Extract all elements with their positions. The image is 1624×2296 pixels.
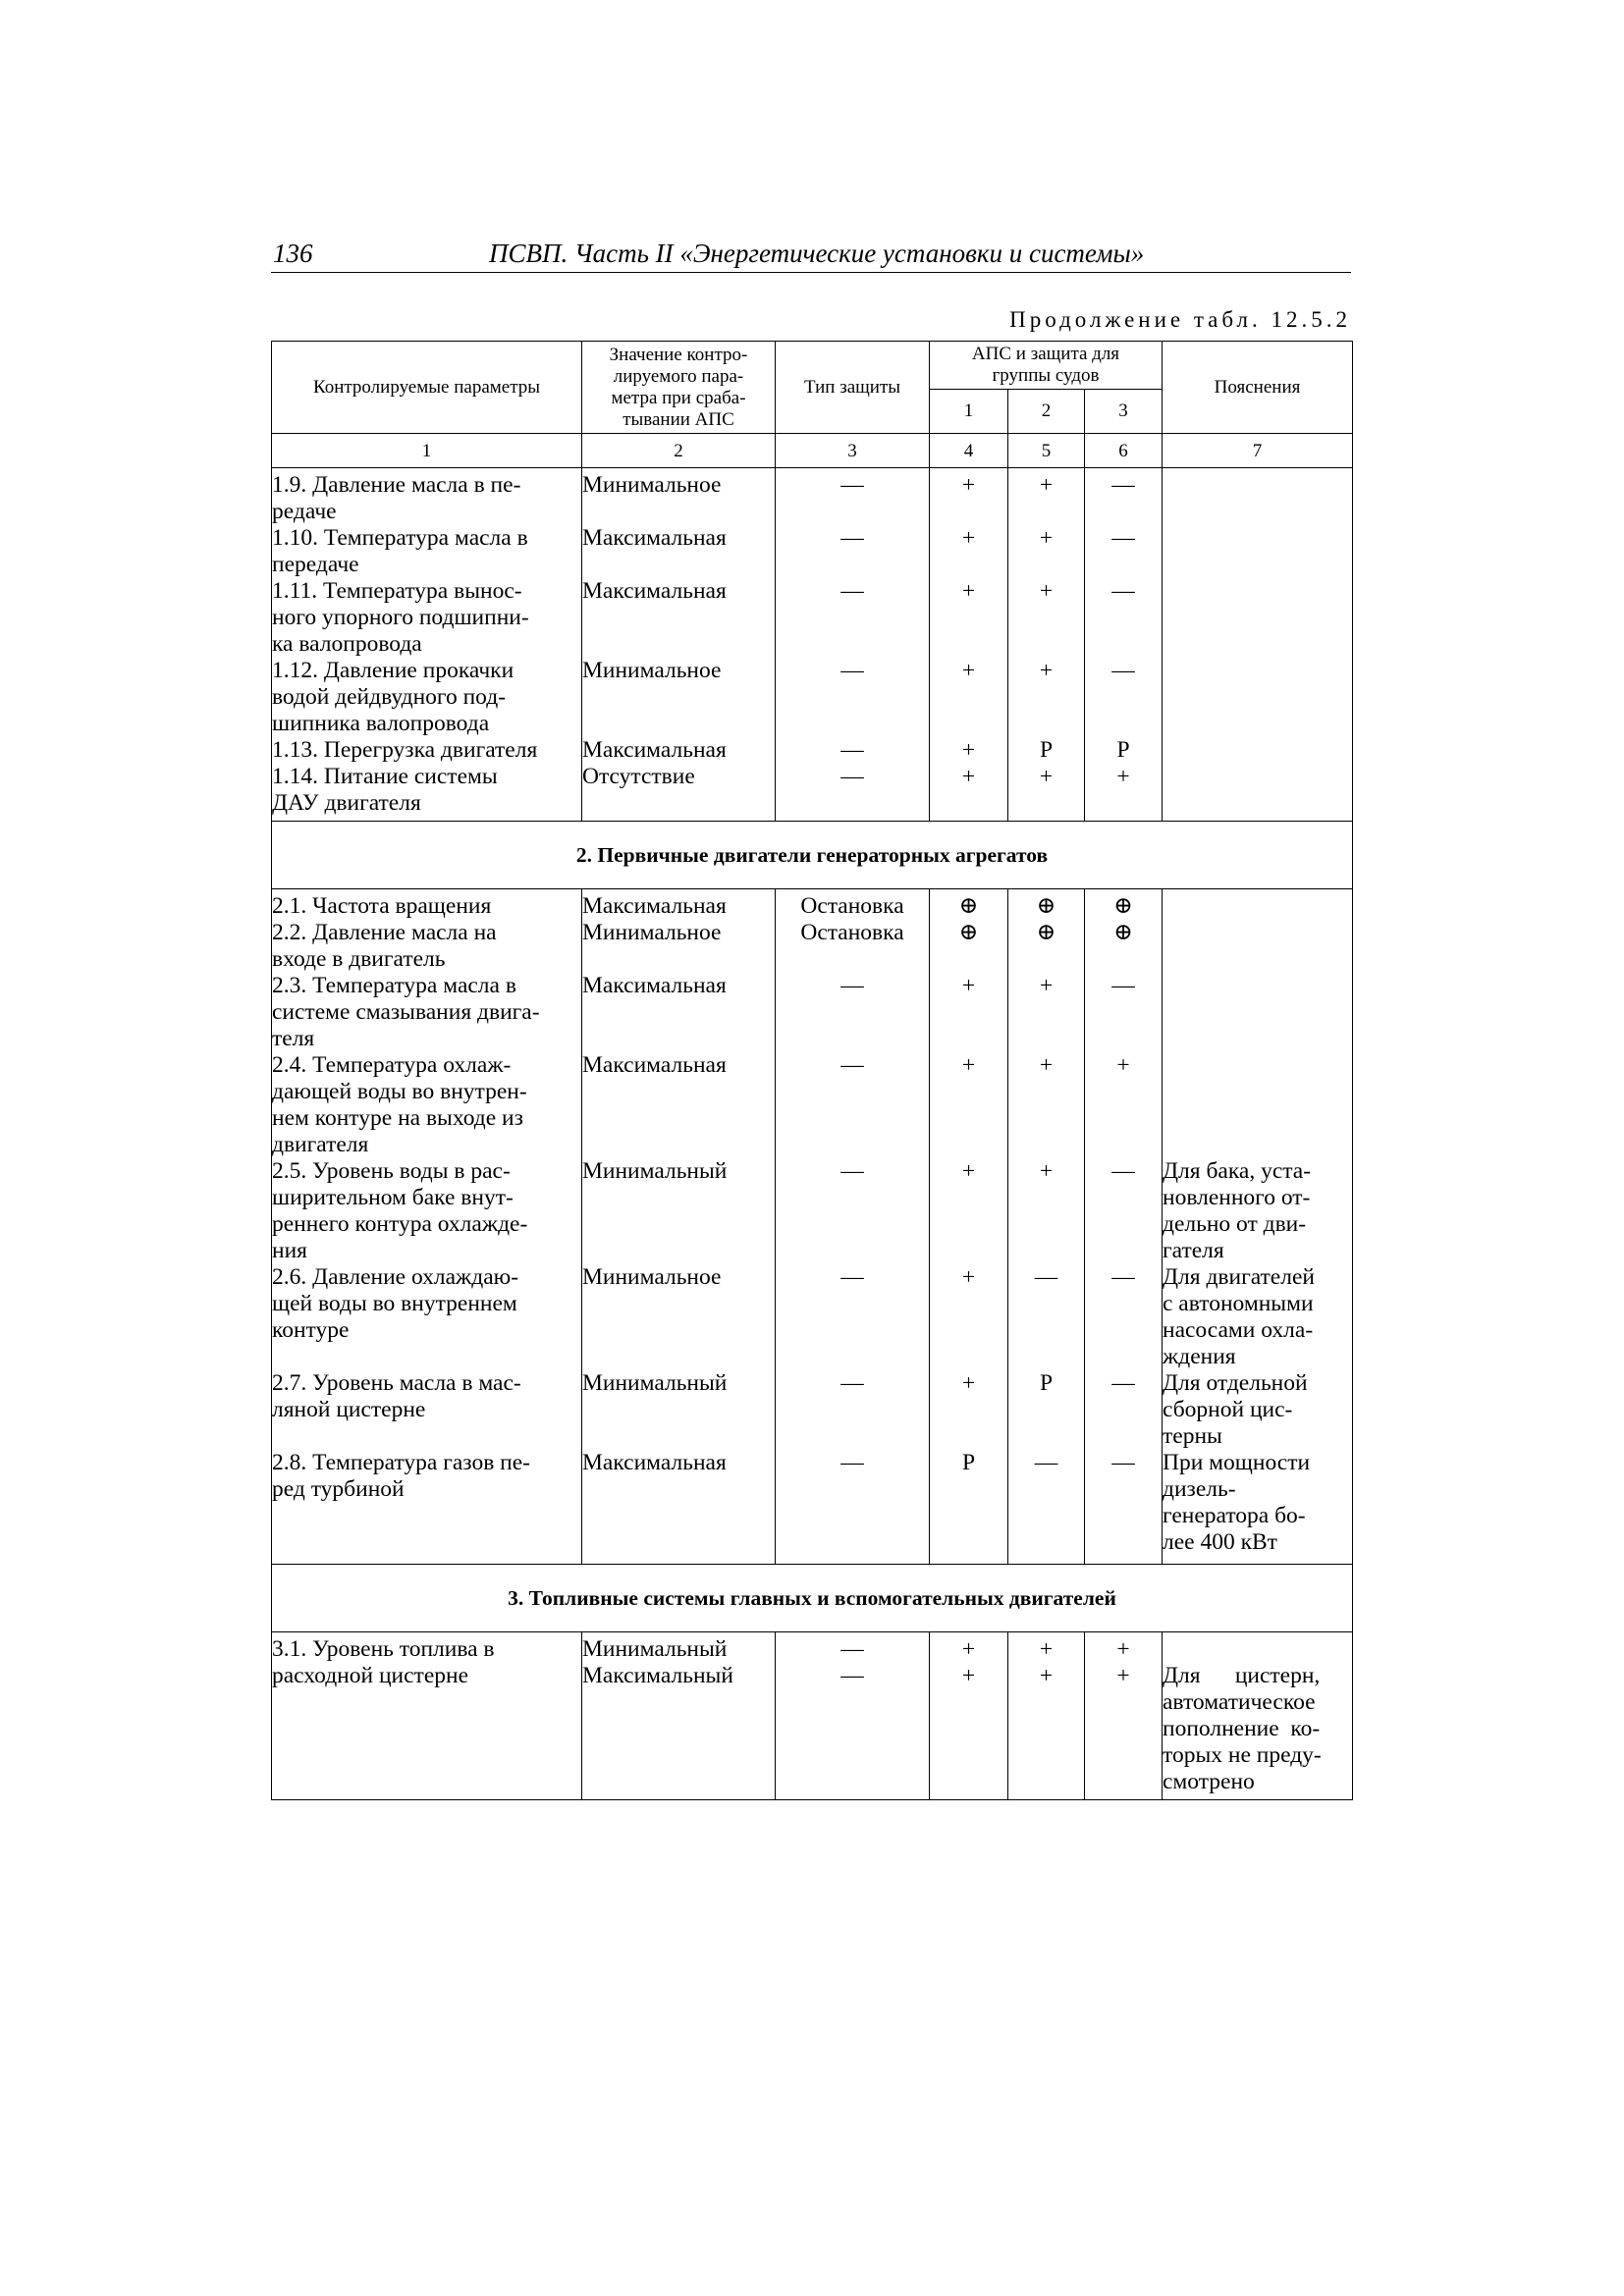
min-line: +	[1039, 1636, 1054, 1662]
protection-cell: Остановка	[776, 889, 930, 921]
note-cell: При мощности дизель- генератора бо- лее 400 кВт	[1163, 1450, 1353, 1565]
value-cell: Минимальное	[582, 468, 776, 526]
protection-cell: —	[776, 1370, 930, 1450]
group-2-cell: +	[1008, 468, 1085, 526]
group-2-cell: —	[1008, 1264, 1085, 1370]
note-cell: Для бака, уста- новленного от- дельно от дви- гателя	[1163, 1158, 1353, 1264]
header-value-line: метра при сраба-	[611, 387, 746, 408]
parameter-cell: 2.3. Температура масла в системе смазывания двига- теля	[272, 973, 582, 1052]
note-cell	[1163, 578, 1353, 658]
min-line: +	[961, 1636, 976, 1662]
group-2-cell: +	[1008, 973, 1085, 1052]
min-line: +	[1116, 1636, 1130, 1662]
group-3-cell: —	[1085, 1450, 1163, 1565]
header-aps-line: группы судов	[992, 365, 1100, 386]
table-row	[272, 1370, 1353, 1450]
group-1-cell: +	[930, 1370, 1008, 1450]
header-value-line: лируемого пара-	[613, 365, 744, 387]
value-cell: Минимальное	[582, 1264, 776, 1370]
value-cell: Максимальная	[582, 578, 776, 658]
value-cell: Минимальный	[582, 1158, 776, 1264]
protection-cell: —	[776, 525, 930, 578]
note-cell	[1163, 658, 1353, 737]
group-1-cell: +	[930, 973, 1008, 1052]
parameter-cell: 2.7. Уровень масла в мас- ляной цистерне	[272, 1370, 582, 1450]
group-2-cell: +	[1008, 525, 1085, 578]
header-group-3: 3	[1085, 390, 1163, 434]
table-row	[272, 578, 1353, 658]
parameter-cell: 2.8. Температура газов пе- ред турбиной	[272, 1450, 582, 1565]
protection-cell: —	[776, 1450, 930, 1565]
parameter-cell: 2.1. Частота вращения	[272, 889, 582, 921]
parameter-cell: 1.13. Перегрузка двигателя	[272, 737, 582, 764]
group-1-cell: ⊕	[930, 889, 1008, 921]
protection-cell: —	[776, 658, 930, 737]
header-param: Контролируемые параметры	[272, 342, 582, 434]
note-cell: Для отдельной сборной цис- терны	[1163, 1370, 1353, 1450]
group-1-cell: ⊕	[930, 920, 1008, 973]
group-3-cell: ⊕	[1085, 889, 1163, 921]
note-cell	[1163, 764, 1353, 822]
table-row	[272, 764, 1353, 822]
table-row	[272, 1052, 1353, 1158]
group-1-cell: +	[930, 658, 1008, 737]
group-2-cell: +	[1008, 1052, 1085, 1158]
section-3-header	[272, 1565, 1353, 1632]
column-number: 5	[1008, 434, 1085, 468]
value-cell: Максимальная	[582, 889, 776, 921]
protection-cell: —	[776, 1052, 930, 1158]
min-line: Минимальный	[582, 1636, 728, 1662]
protection-cell: —	[776, 973, 930, 1052]
group-2-cell: +	[1008, 764, 1085, 822]
value-cell: Минимальное	[582, 920, 776, 973]
table-row	[272, 658, 1353, 737]
table-row	[272, 1158, 1353, 1264]
group-1-cell	[930, 1632, 1008, 1800]
section-2-header	[272, 822, 1353, 889]
group-3-cell: —	[1085, 973, 1163, 1052]
group-3-cell: —	[1085, 468, 1163, 526]
header-group-1: 1	[930, 390, 1008, 434]
table-continuation-label: Продолжение табл. 12.5.2	[1009, 307, 1351, 332]
column-number: 6	[1085, 434, 1163, 468]
protection-cell: Остановка	[776, 920, 930, 973]
protection-cell: —	[776, 578, 930, 658]
value-cell: Минимальный	[582, 1370, 776, 1450]
protection-cell: —	[776, 737, 930, 764]
protection-cell: —	[776, 468, 930, 526]
section-title: 3. Топливные системы главных и вспомогательных двигателей	[272, 1565, 1353, 1632]
group-2-cell: Р	[1008, 737, 1085, 764]
group-3-cell: —	[1085, 1158, 1163, 1264]
group-3-cell: —	[1085, 658, 1163, 737]
header-value	[582, 342, 776, 434]
group-1-cell: +	[930, 525, 1008, 578]
parameter-cell: 1.10. Температура масла в передаче	[272, 525, 582, 578]
table-row	[272, 889, 1353, 921]
value-cell: Максимальная	[582, 525, 776, 578]
group-2-cell: +	[1008, 658, 1085, 737]
note-cell	[1163, 920, 1353, 973]
header-row	[272, 342, 1353, 390]
column-number: 2	[582, 434, 776, 468]
note-spacer	[1163, 1636, 1352, 1663]
parameter-cell: 2.5. Уровень воды в рас- ширительном баке внут- реннего контура охлажде- ния	[272, 1158, 582, 1264]
note-cell	[1163, 737, 1353, 764]
value-cell: Максимальная	[582, 737, 776, 764]
group-3-cell: Р	[1085, 737, 1163, 764]
running-title: ПСВП. Часть II «Энергетические установки и системы»	[489, 239, 1145, 268]
parameter-cell: 3.1. Уровень топлива в расходной цистерне	[272, 1632, 582, 1800]
section-title: 2. Первичные двигатели генераторных агрегатов	[272, 822, 1353, 889]
header-group-2: 2	[1008, 390, 1085, 434]
group-1-cell: +	[930, 1264, 1008, 1370]
group-3-cell	[1085, 1632, 1163, 1800]
column-number: 3	[776, 434, 930, 468]
group-2-cell: ⊕	[1008, 889, 1085, 921]
protection-cell	[776, 1632, 930, 1800]
header-value-line: Значение контро-	[609, 344, 748, 365]
value-cell: Минимальное	[582, 658, 776, 737]
protection-cell: —	[776, 1158, 930, 1264]
column-number-row	[272, 434, 1353, 468]
group-2-cell: —	[1008, 1450, 1085, 1565]
group-2-cell: +	[1008, 1158, 1085, 1264]
value-cell: Максимальная	[582, 1450, 776, 1565]
group-3-cell: —	[1085, 578, 1163, 658]
header-aps-group	[930, 342, 1163, 390]
page-number: 136	[273, 239, 313, 268]
max-line: —	[840, 1663, 864, 1688]
note-line: Для цистерн,	[1163, 1663, 1321, 1688]
note-cell	[1163, 1052, 1353, 1158]
protection-cell: —	[776, 1264, 930, 1370]
group-1-cell: +	[930, 764, 1008, 822]
parameter-cell: 1.14. Питание системы ДАУ двигателя	[272, 764, 582, 822]
group-3-cell: ⊕	[1085, 920, 1163, 973]
table-row	[272, 737, 1353, 764]
note-line: смотрено	[1163, 1769, 1255, 1794]
protection-cell: —	[776, 764, 930, 822]
table-row	[272, 1450, 1353, 1565]
running-header	[271, 239, 1351, 273]
header-notes: Пояснения	[1163, 342, 1353, 434]
note-cell: Для двигателей с автономными насосами охла- ждения	[1163, 1264, 1353, 1370]
group-3-cell: +	[1085, 764, 1163, 822]
table-row	[272, 973, 1353, 1052]
note-line: автоматическое	[1163, 1689, 1316, 1715]
value-cell: Максимальная	[582, 1052, 776, 1158]
group-1-cell: +	[930, 737, 1008, 764]
group-1-cell: +	[930, 468, 1008, 526]
group-1-cell: +	[930, 1052, 1008, 1158]
parameter-cell: 2.4. Температура охлаж- дающей воды во внутрен- нем контуре на выходе из двигателя	[272, 1052, 582, 1158]
note-line: торых не преду-	[1163, 1742, 1322, 1768]
column-number: 1	[272, 434, 582, 468]
header-value-line: тывании АПС	[623, 408, 734, 430]
group-2-cell: Р	[1008, 1370, 1085, 1450]
note-line: пополнение ко-	[1163, 1716, 1321, 1741]
value-cell: Отсутствие	[582, 764, 776, 822]
note-cell	[1163, 889, 1353, 921]
control-parameters-table	[271, 341, 1353, 1800]
table-row	[272, 468, 1353, 526]
parameter-cell: 2.6. Давление охлаждаю- щей воды во внутреннем контуре	[272, 1264, 582, 1370]
min-line: —	[840, 1636, 864, 1662]
group-1-cell: Р	[930, 1450, 1008, 1565]
group-1-cell: +	[930, 1158, 1008, 1264]
group-3-cell: +	[1085, 1052, 1163, 1158]
group-2-cell: ⊕	[1008, 920, 1085, 973]
table-row	[272, 1264, 1353, 1370]
group-2-cell: +	[1008, 578, 1085, 658]
parameter-cell: 2.2. Давление масла на входе в двигатель	[272, 920, 582, 973]
max-line: +	[1116, 1663, 1130, 1688]
note-cell	[1163, 525, 1353, 578]
group-3-cell: —	[1085, 1370, 1163, 1450]
note-cell	[1163, 468, 1353, 526]
parameter-cell: 1.9. Давление масла в пе- редаче	[272, 468, 582, 526]
table-row	[272, 920, 1353, 973]
header-protection: Тип защиты	[776, 342, 930, 434]
group-3-cell: —	[1085, 1264, 1163, 1370]
note-cell	[1163, 973, 1353, 1052]
value-cell	[582, 1632, 776, 1800]
column-number: 7	[1163, 434, 1353, 468]
group-2-cell	[1008, 1632, 1085, 1800]
parameter-cell: 1.12. Давление прокачки водой дейдвудного под- шипника валопровода	[272, 658, 582, 737]
note-cell	[1163, 1632, 1353, 1800]
parameter-cell: 1.11. Температура выноc- ного упорного подшипни- ка валопровода	[272, 578, 582, 658]
max-line: +	[1039, 1663, 1054, 1688]
header-aps-line: АПС и защита для	[971, 344, 1120, 364]
group-3-cell: —	[1085, 525, 1163, 578]
max-line: +	[961, 1663, 976, 1688]
value-cell: Максимальная	[582, 973, 776, 1052]
table-row	[272, 525, 1353, 578]
max-line: Максимальный	[582, 1663, 733, 1688]
table-row	[272, 1632, 1353, 1800]
group-1-cell: +	[930, 578, 1008, 658]
column-number: 4	[930, 434, 1008, 468]
